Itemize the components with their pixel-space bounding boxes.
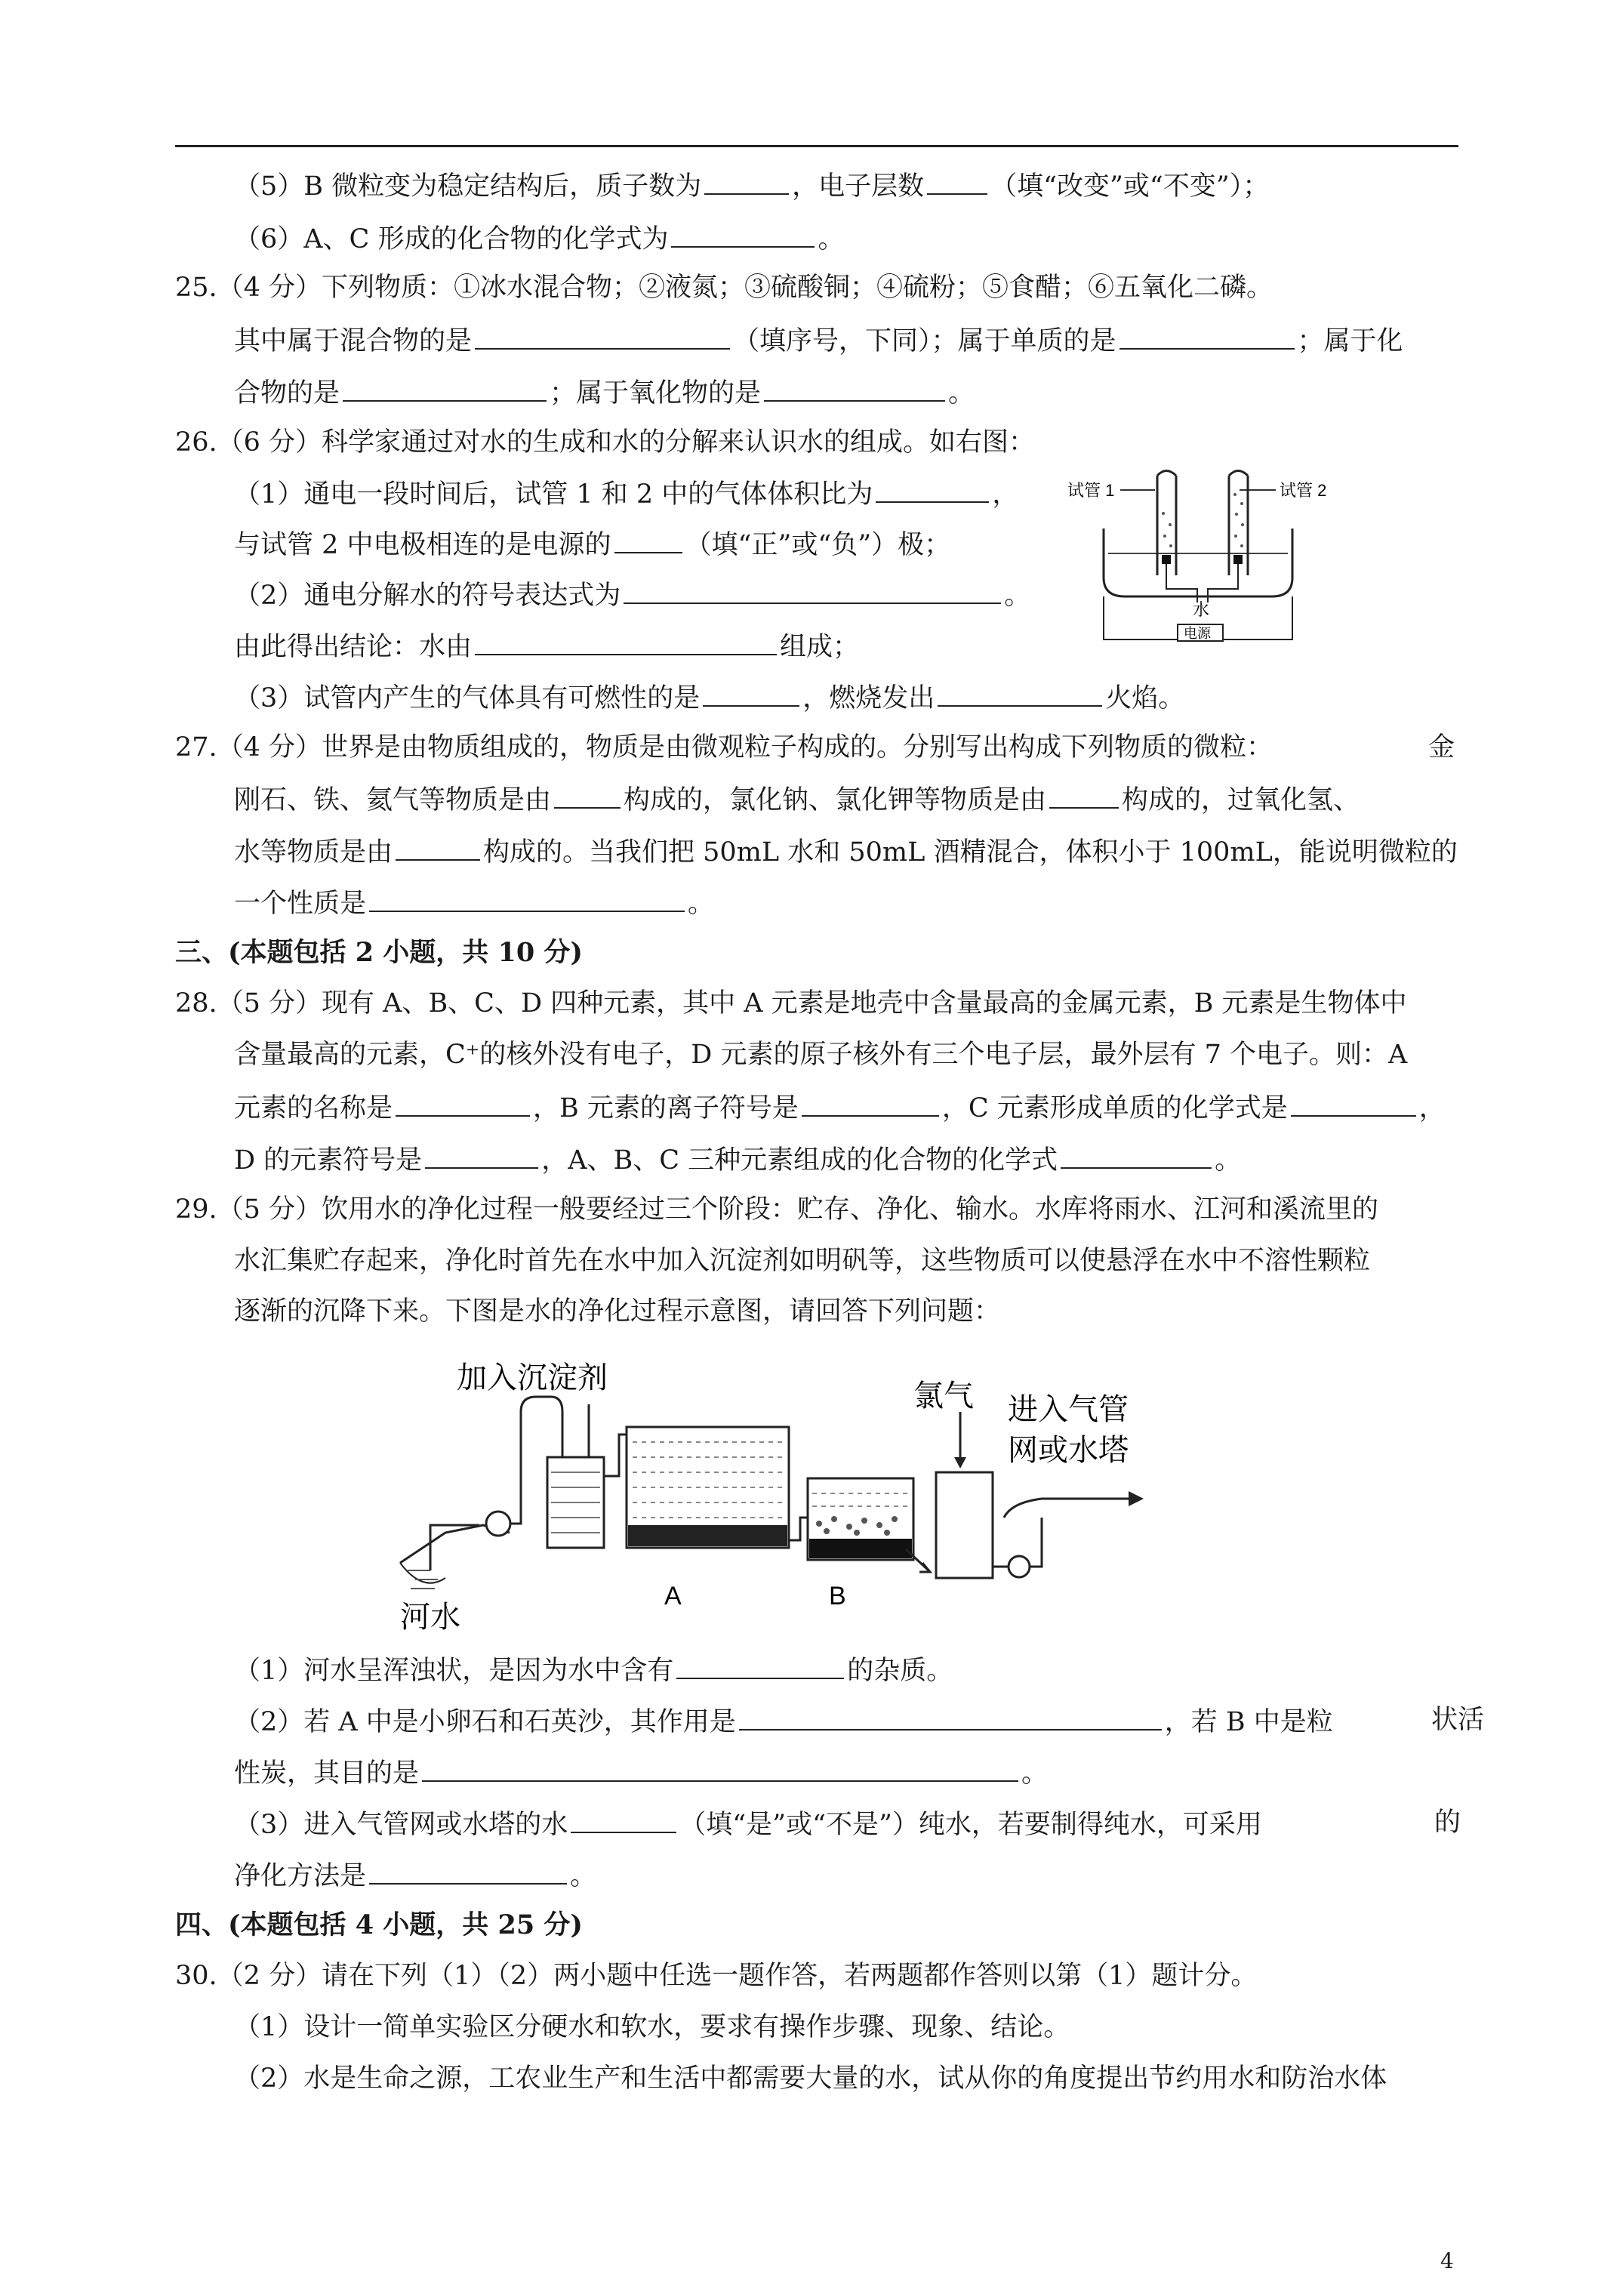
answer-blank[interactable] <box>671 219 815 248</box>
text: 27.（4 分）世界是由物质组成的，物质是由微观粒子构成的。分别写出构成下列物质的微粒： <box>175 732 1273 763</box>
text: 的 <box>1434 1808 1461 1838</box>
q27-line3 <box>234 832 1526 871</box>
q29-line2: 水汇集贮存起来，净化时首先在水中加入沉淀剂如明矾等，这些物质可以使悬浮在水中不溶性颗粒 <box>234 1246 1371 1276</box>
text: 性炭，其目的是 <box>234 1758 420 1789</box>
text: （填“是”或“不是”）纯水，若要制得纯水，可采用 <box>679 1810 1262 1840</box>
text: ，若 B 中是粒 <box>1164 1707 1333 1737</box>
text: 金 <box>1428 732 1455 763</box>
text: 构成的。当我们把 50mL 水和 50mL 酒精混合，体积小于 100mL，能说明微粒的 <box>483 837 1458 868</box>
q29-3-line <box>234 1804 1526 1843</box>
q29-2-line <box>234 1702 1526 1740</box>
text: 组成； <box>780 632 860 662</box>
q28-line4 <box>234 1140 1526 1179</box>
text: 一个性质是 <box>234 889 367 919</box>
text: 与试管 2 中电极相连的是电源的 <box>234 530 611 560</box>
q25-line2 <box>234 321 1526 359</box>
text: 构成的，过氧化氢、 <box>1122 785 1360 815</box>
answer-blank[interactable] <box>422 1753 1018 1782</box>
answer-blank[interactable] <box>927 166 987 195</box>
q24-6-line <box>234 219 1526 257</box>
text: 。 <box>818 224 845 254</box>
q27-stem <box>175 729 1467 766</box>
chlorine-label: 氯气 <box>913 1379 974 1413</box>
q30-2-line: （2）水是生命之源，工农业生产和生活中都需要大量的水，试从你的角度提出节约用水和防治水体 <box>234 2063 1387 2094</box>
text: ，C 元素形成单质的化学式是 <box>941 1093 1288 1123</box>
text: 。 <box>1021 1758 1049 1789</box>
q26-stem: 26.（6 分）科学家通过对水的生成和水的分解来认识水的组成。如右图： <box>175 427 1036 458</box>
answer-blank[interactable] <box>1061 1140 1212 1169</box>
answer-blank[interactable] <box>396 1088 530 1117</box>
text: 元素的名称是 <box>234 1093 393 1123</box>
text: 由此得出结论：水由 <box>234 632 473 662</box>
text: （填“改变”或“不变”）； <box>990 171 1270 202</box>
answer-blank[interactable] <box>764 373 945 402</box>
answer-blank[interactable] <box>369 883 685 912</box>
text: 。 <box>688 889 715 919</box>
q29-3b-line <box>234 1856 1526 1894</box>
tank-a-label: A <box>664 1582 682 1610</box>
electrolysis-apparatus-figure <box>1064 464 1336 642</box>
answer-blank[interactable] <box>396 832 480 861</box>
answer-blank[interactable] <box>624 575 1001 604</box>
q28-line1: 28.（5 分）现有 A、B、C、D 四种元素，其中 A 元素是地壳中含量最高的金属元素，B 元素是生物体中 <box>175 988 1407 1019</box>
river-label: 河水 <box>400 1601 460 1634</box>
answer-blank[interactable] <box>369 1856 567 1885</box>
add-agent-label: 加入沉淀剂 <box>457 1361 608 1395</box>
answer-blank[interactable] <box>704 166 789 195</box>
q30-stem: 30.（2 分）请在下列（1）（2）两小题中任选一题作答，若两题都作答则以第（1）题计分。 <box>175 1961 1258 1991</box>
answer-blank[interactable] <box>1291 1088 1416 1117</box>
text: 。 <box>1215 1145 1242 1176</box>
answer-blank[interactable] <box>1049 780 1119 809</box>
text: （3）试管内产生的气体具有可燃性的是 <box>234 683 701 713</box>
q30-1-line: （1）设计一简单实验区分硬水和软水，要求有操作步骤、现象、结论。 <box>234 2012 1070 2042</box>
text: 的杂质。 <box>847 1656 953 1686</box>
q27-line2 <box>234 780 1526 818</box>
text: （填“正”或“负”）极； <box>685 530 951 560</box>
answer-blank[interactable] <box>802 1088 939 1117</box>
text: ， <box>1418 1093 1446 1123</box>
text: （1）河水呈浑浊状，是因为水中含有 <box>234 1656 674 1686</box>
answer-blank[interactable] <box>1119 321 1295 350</box>
header-rule <box>175 145 1458 147</box>
text: 水等物质是由 <box>234 837 393 868</box>
answer-blank[interactable] <box>739 1702 1162 1730</box>
q25-stem: 25.（4 分）下列物质：①冰水混合物；②液氮；③硫酸铜；④硫粉；⑤食醋；⑥五氧化二磷。 <box>175 273 1273 303</box>
text: 。 <box>570 1861 597 1891</box>
page-number: 4 <box>1440 2248 1454 2273</box>
answer-blank[interactable] <box>703 678 799 707</box>
text: ，电子层数 <box>792 171 925 202</box>
text: （填序号，下同）；属于单质的是 <box>733 326 1116 356</box>
chlorination-tank <box>936 1472 993 1578</box>
text: 构成的，氯化钠、氯化钾等物质是由 <box>624 785 1047 815</box>
text: ；属于化 <box>1297 326 1403 356</box>
q29-line3: 逐渐的沉降下来。下图是水的净化过程示意图，请回答下列问题： <box>234 1296 1001 1327</box>
text: 状活 <box>1431 1705 1485 1735</box>
pump-icon <box>1009 1556 1030 1577</box>
to-pipe-label-1: 进入气管 <box>1008 1393 1129 1426</box>
text: D 的元素符号是 <box>234 1145 423 1176</box>
water-label: 水 <box>1193 600 1210 619</box>
text: 火焰。 <box>1105 683 1185 713</box>
water-purification-figure <box>393 1351 1178 1638</box>
text: ， <box>992 479 1019 510</box>
text: 。 <box>948 378 975 408</box>
answer-blank[interactable] <box>571 1804 676 1833</box>
answer-blank[interactable] <box>676 1650 844 1679</box>
answer-blank[interactable] <box>475 627 777 655</box>
text: 刚石、铁、氦气等物质是由 <box>234 785 552 815</box>
text: （2）通电分解水的符号表达式为 <box>234 581 621 611</box>
to-pipe-label-2: 网或水塔 <box>1008 1434 1129 1467</box>
answer-blank[interactable] <box>938 678 1102 707</box>
q25-line3 <box>234 373 1526 411</box>
q27-line4 <box>234 883 1526 922</box>
answer-blank[interactable] <box>343 373 547 402</box>
text: ，A、B、C 三种元素组成的化合物的化学式 <box>541 1145 1058 1176</box>
section-3-heading: 三、(本题包括 2 小题，共 10 分) <box>175 937 583 968</box>
text: ；属于氧化物的是 <box>550 378 762 408</box>
text: （5）B 微粒变为稳定结构后，质子数为 <box>234 171 702 202</box>
tube1-label: 试管 1 <box>1067 481 1115 500</box>
section-4-heading: 四、(本题包括 4 小题，共 25 分) <box>175 1909 583 1940</box>
q28-line2: 含量最高的元素，C⁺的核外没有电子，D 元素的原子核外有三个电子层，最外层有 7 个电子。则：A <box>234 1040 1408 1070</box>
tube2-label: 试管 2 <box>1280 481 1327 500</box>
text: 合物的是 <box>234 378 340 408</box>
q28-line3 <box>234 1088 1526 1126</box>
answer-blank[interactable] <box>614 525 682 553</box>
q26-3-line <box>234 678 1526 717</box>
text: 。 <box>1004 581 1031 611</box>
q29-1-line <box>234 1650 1526 1689</box>
q29-line1: 29.（5 分）饮用水的净化过程一般要经过三个阶段：贮存、净化、输水。水库将雨水、江河和溪流里的 <box>175 1194 1379 1225</box>
answer-blank[interactable] <box>425 1140 538 1169</box>
power-label: 电源 <box>1184 626 1211 641</box>
text: ，燃烧发出 <box>802 683 935 713</box>
text: ，B 元素的离子符号是 <box>533 1093 799 1123</box>
tank-b-label: B <box>829 1582 846 1610</box>
q24-5-line <box>234 166 1526 205</box>
text: （3）进入气管网或水塔的水 <box>234 1810 568 1840</box>
text: 其中属于混合物的是 <box>234 326 473 356</box>
pump-icon <box>486 1512 510 1536</box>
answer-blank[interactable] <box>554 780 621 809</box>
answer-blank[interactable] <box>876 474 989 503</box>
text: （6）A、C 形成的化合物的化学式为 <box>234 224 669 254</box>
text: （2）若 A 中是小卵石和石英沙，其作用是 <box>234 1707 736 1737</box>
text: 净化方法是 <box>234 1861 367 1891</box>
answer-blank[interactable] <box>475 321 730 350</box>
q29-2b-line <box>234 1753 1526 1792</box>
text: （1）通电一段时间后，试管 1 和 2 中的气体体积比为 <box>234 479 873 510</box>
